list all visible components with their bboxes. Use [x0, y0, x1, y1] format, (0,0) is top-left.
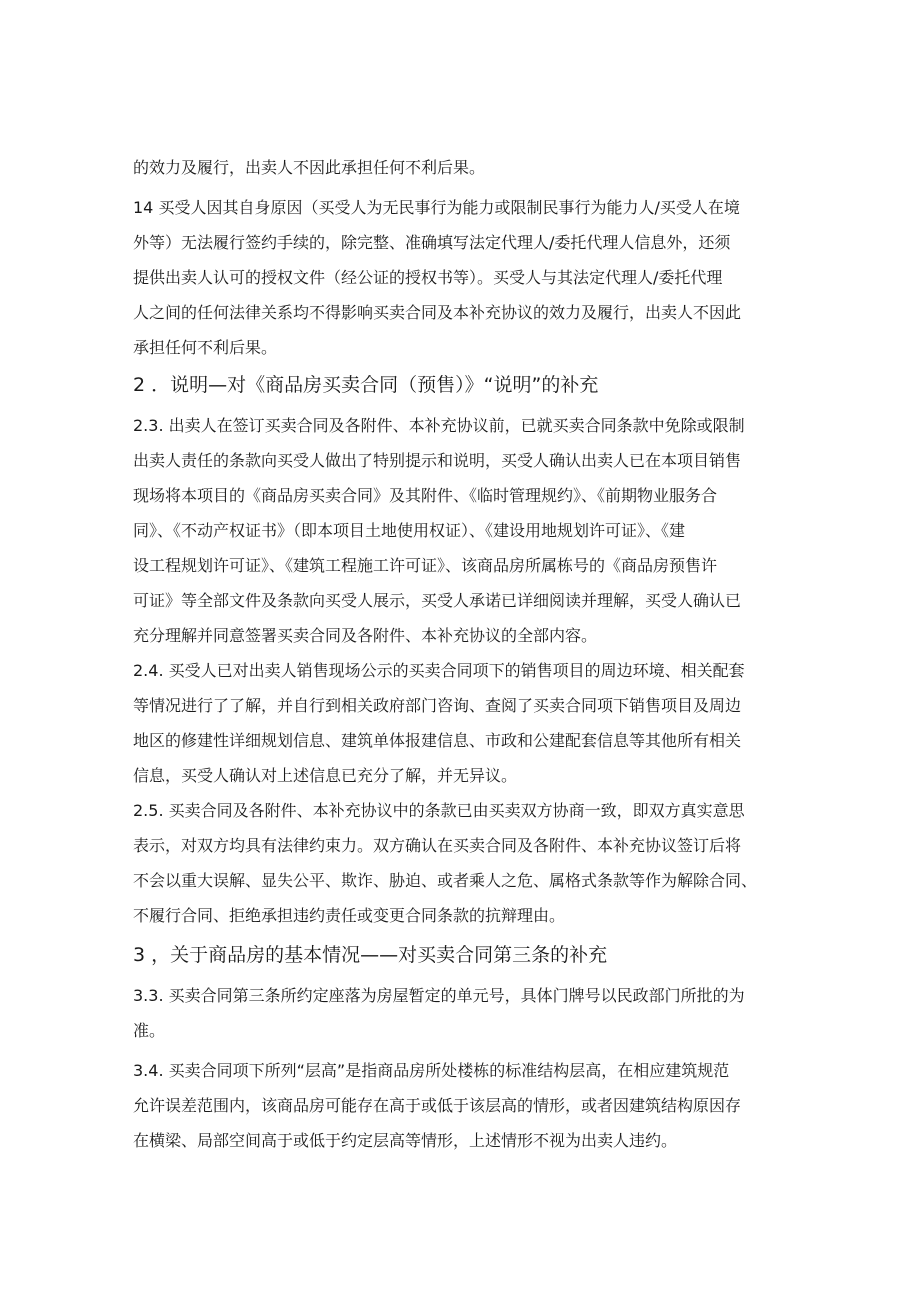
text-line: 2.4. 买受人已对出卖人销售现场公示的买卖合同项下的销售项目的周边环境、相关配套: [133, 661, 745, 680]
text-line: 现场将本项目的《商品房买卖合同》及其附件、《临时管理规约》、《前期物业服务合: [133, 486, 718, 505]
text-line: 等情况进行了了解，并自行到相关政府部门咨询、查阅了买卖合同项下销售项目及周边: [133, 696, 742, 715]
text-line: 同》、《不动产权证书》（即本项目土地使用权证）、《建设用地规划许可证》、《建: [133, 521, 686, 540]
text-line: 设工程规划许可证》、《建筑工程施工许可证》、该商品房所属栋号的《商品房预售许: [133, 556, 718, 575]
text-line: 信息，买受人确认对上述信息已充分了解，并无异议。: [133, 766, 518, 785]
text-line: 的效力及履行，出卖人不因此承担任何不利后果。: [133, 158, 486, 177]
text-line: 不履行合同、拒绝承担违约责任或变更合同条款的抗辩理由。: [133, 906, 566, 925]
section-heading-2: 2 ．说明—对《商品房买卖合同（预售）》“说明”的补充: [133, 374, 599, 396]
text-line: 出卖人责任的条款向买受人做出了特别提示和说明，买受人确认出卖人已在本项目销售: [133, 451, 742, 470]
text-line: 2.5. 买卖合同及各附件、本补充协议中的条款已由买卖双方协商一致，即双方真实意思: [133, 801, 745, 820]
text-line: 提供出卖人认可的授权文件（经公证的授权书等）。买受人与其法定代理人/委托代理: [133, 268, 723, 287]
text-line: 允许误差范围内，该商品房可能存在高于或低于该层高的情形，或者因建筑结构原因存: [133, 1096, 742, 1115]
text-line: 不会以重大误解、显失公平、欺诈、胁迫、或者乘人之危、属格式条款等作为解除合同、: [133, 871, 758, 890]
text-line: 人之间的任何法律关系均不得影响买卖合同及本补充协议的效力及履行，出卖人不因此: [133, 303, 742, 322]
text-line: 表示，对双方均具有法律约束力。双方确认在买卖合同及各附件、本补充协议签订后将: [133, 836, 742, 855]
text-line: 地区的修建性详细规划信息、建筑单体报建信息、市政和公建配套信息等其他所有相关: [133, 731, 742, 750]
text-line: 准。: [133, 1021, 166, 1040]
text-line: 可证》等全部文件及条款向买受人展示，买受人承诺已详细阅读并理解，买受人确认已: [133, 591, 742, 610]
text-line: 2.3. 出卖人在签订买卖合同及各附件、本补充协议前，已就买卖合同条款中免除或限制: [133, 416, 745, 435]
text-line: 外等）无法履行签约手续的，除完整、准确填写法定代理人/委托代理人信息外，还须: [133, 233, 731, 252]
text-line: 3.3. 买卖合同第三条所约定座落为房屋暂定的单元号，具体门牌号以民政部门所批的为: [133, 986, 745, 1005]
section-heading-3: 3 ，关于商品房的基本情况——对买卖合同第三条的补充: [133, 944, 608, 966]
text-line: 承担任何不利后果。: [133, 338, 278, 357]
text-line: 充分理解并同意签署买卖合同及各附件、本补充协议的全部内容。: [133, 626, 598, 645]
text-line: 14 买受人因其自身原因（买受人为无民事行为能力或限制民事行为能力人/买受人在境: [133, 198, 740, 217]
text-line: 3.4. 买卖合同项下所列“层高”是指商品房所处楼栋的标准结构层高，在相应建筑规范: [133, 1061, 730, 1080]
text-line: 在横梁、局部空间高于或低于约定层高等情形，上述情形不视为出卖人违约。: [133, 1131, 678, 1150]
